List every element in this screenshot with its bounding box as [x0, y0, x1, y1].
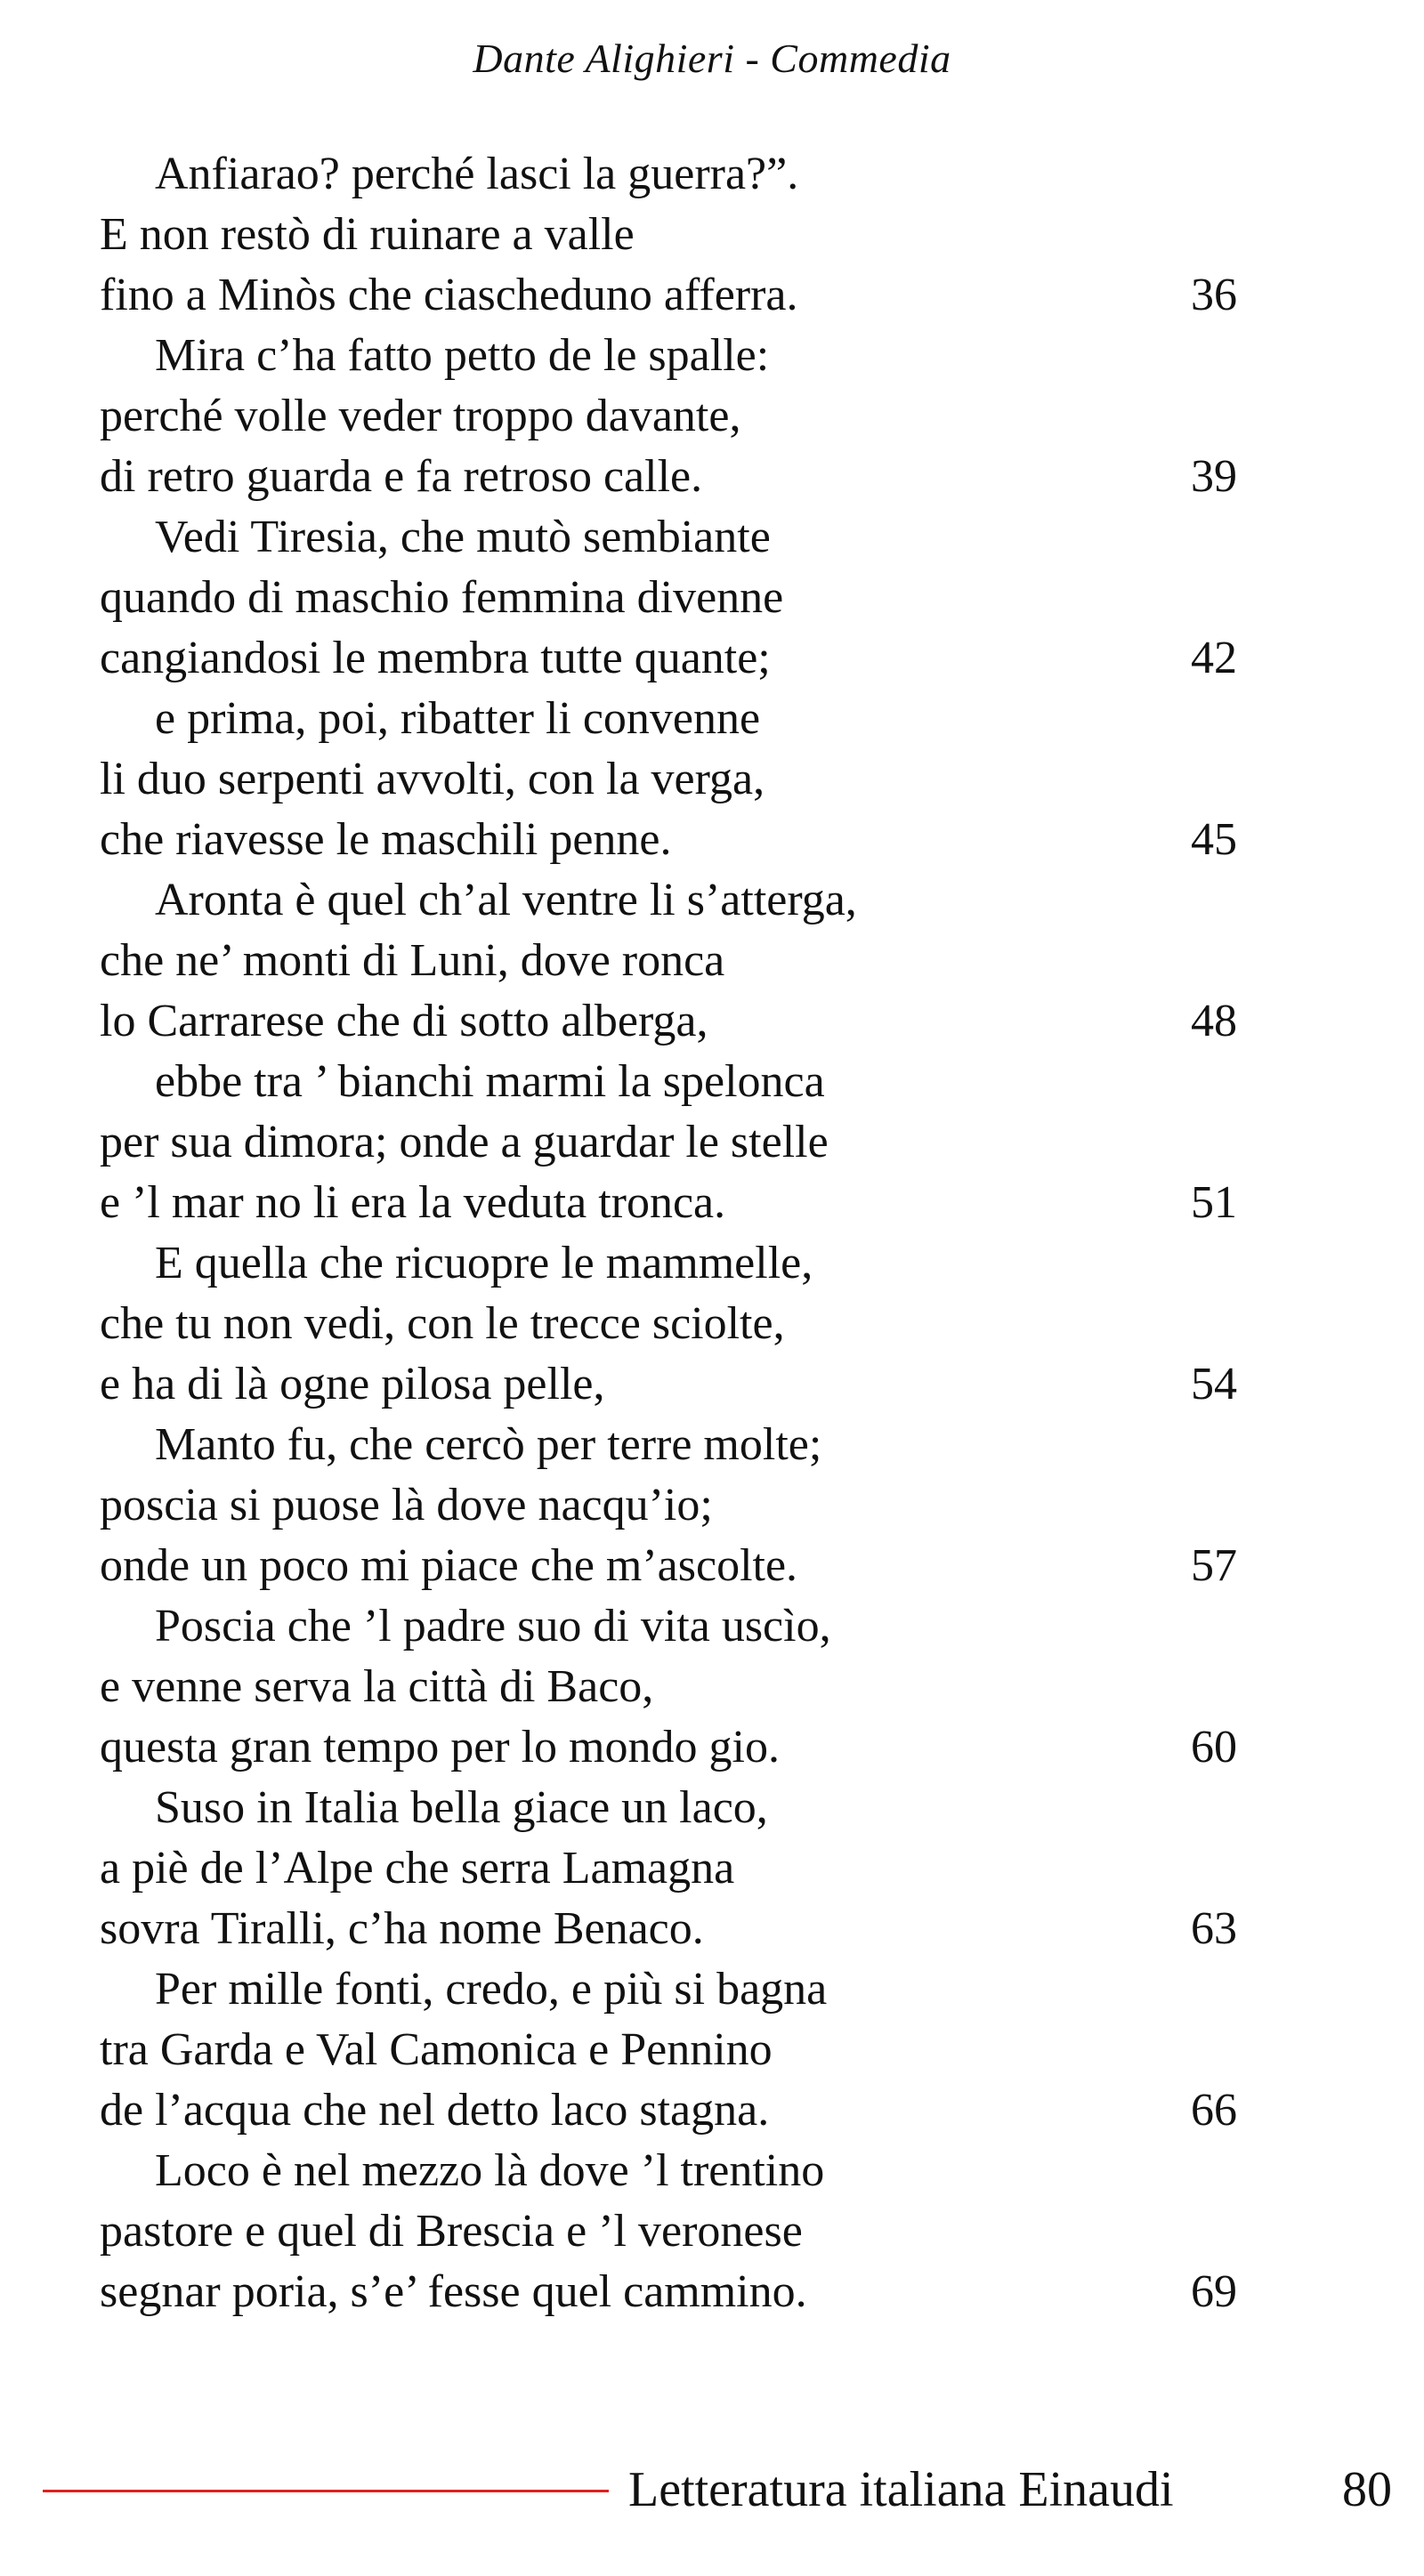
- verse-line: [100, 810, 1257, 870]
- verse-line: [100, 265, 1257, 326]
- verse-line: [100, 2020, 1257, 2080]
- verse-line: [100, 205, 1257, 265]
- verse-line: [100, 2141, 1257, 2201]
- verse-text: che riavesse le maschili penne.: [100, 814, 672, 865]
- verse-line: [100, 931, 1257, 991]
- verse-text: e ha di là ogne pilosa pelle,: [100, 1359, 605, 1409]
- page-footer: [0, 2454, 1424, 2525]
- verse-text: e ’l mar no li era la veduta tronca.: [100, 1177, 726, 1228]
- line-number: 63: [1191, 1903, 1237, 1954]
- verse-text: Poscia che ’l padre suo di vita uscìo,: [155, 1601, 831, 1651]
- verse-text: questa gran tempo per lo mondo gio.: [100, 1722, 780, 1773]
- verse-line: [100, 628, 1257, 689]
- verse-line: [100, 1959, 1257, 2020]
- line-number: 36: [1191, 270, 1237, 320]
- verse-line: [100, 2262, 1257, 2322]
- verse-text: perché volle veder troppo davante,: [100, 391, 741, 441]
- verse-text: E quella che ricuopre le mammelle,: [155, 1238, 813, 1288]
- verse-text: li duo serpenti avvolti, con la verga,: [100, 754, 765, 804]
- line-number: 66: [1191, 2085, 1237, 2136]
- verse-line: [100, 1173, 1257, 1233]
- line-number: 57: [1191, 1540, 1237, 1591]
- verse-text: e venne serva la città di Baco,: [100, 1661, 654, 1712]
- verse-line: [100, 386, 1257, 447]
- footer-publisher: Letteratura italiana Einaudi: [628, 2462, 1174, 2517]
- verse-line: [100, 1233, 1257, 1294]
- verse-text: quando di maschio femmina divenne: [100, 572, 784, 623]
- line-number: 69: [1191, 2266, 1237, 2317]
- verse-line: [100, 1112, 1257, 1173]
- verse-text: per sua dimora; onde a guardar le stelle: [100, 1117, 829, 1167]
- verse-line: [100, 1838, 1257, 1899]
- verse-text: onde un poco mi piace che m’ascolte.: [100, 1540, 798, 1591]
- line-number: 42: [1191, 633, 1237, 683]
- verse-line: [100, 568, 1257, 628]
- line-number: 60: [1191, 1722, 1237, 1773]
- poem-text: [100, 144, 1257, 2322]
- verse-text: Loco è nel mezzo là dove ’l trentino: [155, 2145, 825, 2196]
- verse-text: fino a Minòs che ciascheduno afferra.: [100, 270, 798, 320]
- footer-rule: [43, 2490, 609, 2492]
- verse-line: [100, 1536, 1257, 1596]
- verse-text: sovra Tiralli, c’ha nome Benaco.: [100, 1903, 704, 1954]
- verse-line: [100, 1717, 1257, 1778]
- verse-text: tra Garda e Val Camonica e Pennino: [100, 2024, 773, 2075]
- verse-line: [100, 447, 1257, 507]
- line-number: 51: [1191, 1177, 1237, 1228]
- verse-line: [100, 1657, 1257, 1717]
- verse-line: [100, 144, 1257, 205]
- verse-text: ebbe tra ’ bianchi marmi la spelonca: [155, 1056, 825, 1107]
- verse-text: lo Carrarese che di sotto alberga,: [100, 996, 708, 1046]
- verse-text: de l’acqua che nel detto laco stagna.: [100, 2085, 770, 2136]
- verse-text: Manto fu, che cercò per terre molte;: [155, 1419, 822, 1470]
- verse-text: di retro guarda e fa retroso calle.: [100, 451, 703, 502]
- verse-text: che tu non vedi, con le trecce sciolte,: [100, 1298, 785, 1349]
- verse-text: Suso in Italia bella giace un laco,: [155, 1782, 768, 1833]
- verse-text: a piè de l’Alpe che serra Lamagna: [100, 1843, 735, 1894]
- verse-line: [100, 1596, 1257, 1657]
- line-number: 45: [1191, 814, 1237, 865]
- page-number: 80: [1342, 2462, 1392, 2517]
- verse-line: [100, 1899, 1257, 1959]
- verse-line: [100, 870, 1257, 931]
- verse-line: [100, 1475, 1257, 1536]
- verse-line: [100, 507, 1257, 568]
- verse-text: pastore e quel di Brescia e ’l veronese: [100, 2206, 803, 2257]
- verse-line: [100, 689, 1257, 749]
- verse-text: Per mille fonti, credo, e più si bagna: [155, 1964, 828, 2015]
- verse-text: cangiandosi le membra tutte quante;: [100, 633, 771, 683]
- verse-line: [100, 1052, 1257, 1112]
- verse-line: [100, 1415, 1257, 1475]
- verse-text: poscia si puose là dove nacqu’io;: [100, 1480, 713, 1530]
- line-number: 39: [1191, 451, 1237, 502]
- verse-text: Aronta è quel ch’al ventre li s’atterga,: [155, 875, 857, 925]
- verse-text: e prima, poi, ribatter li convenne: [155, 693, 761, 744]
- verse-line: [100, 2080, 1257, 2141]
- verse-text: Mira c’ha fatto petto de le spalle:: [155, 330, 770, 381]
- verse-line: [100, 991, 1257, 1052]
- verse-text: E non restò di ruinare a valle: [100, 209, 635, 260]
- running-header: Dante Alighieri - Commedia: [473, 36, 951, 81]
- verse-line: [100, 1354, 1257, 1415]
- verse-line: [100, 326, 1257, 386]
- verse-text: che ne’ monti di Luni, dove ronca: [100, 935, 725, 986]
- verse-text: Vedi Tiresia, che mutò sembiante: [155, 512, 771, 562]
- line-number: 48: [1191, 996, 1237, 1046]
- verse-line: [100, 2201, 1257, 2262]
- verse-line: [100, 749, 1257, 810]
- line-number: 54: [1191, 1359, 1237, 1409]
- verse-line: [100, 1778, 1257, 1838]
- verse-text: Anfiarao? perché lasci la guerra?”.: [155, 149, 799, 199]
- verse-line: [100, 1294, 1257, 1354]
- verse-text: segnar poria, s’e’ fesse quel cammino.: [100, 2266, 807, 2317]
